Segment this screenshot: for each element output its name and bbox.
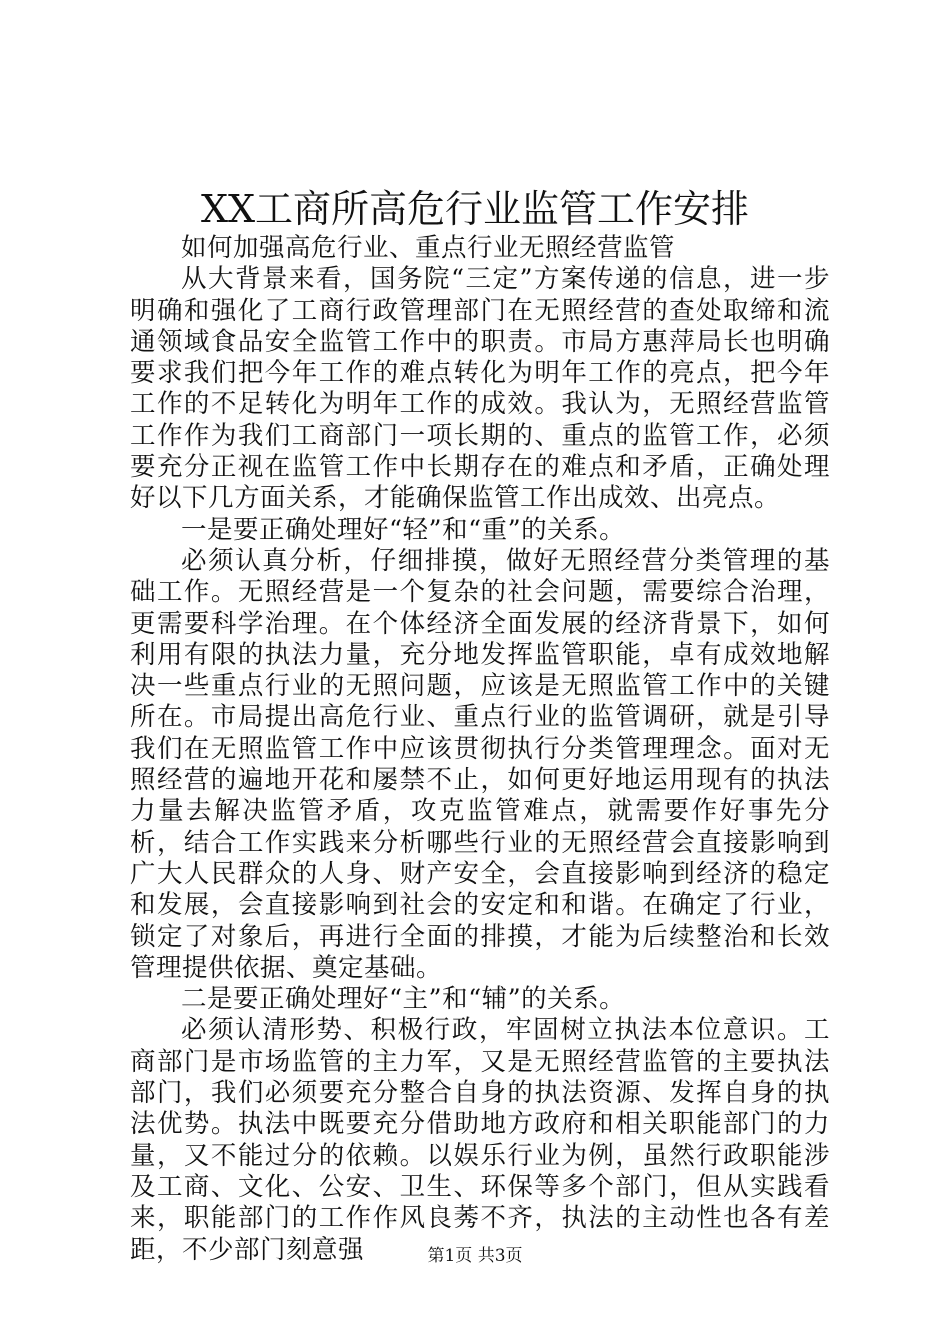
paragraph-heading-2: 二是要正确处理好“主”和“辅”的关系。 <box>181 984 626 1015</box>
document-body <box>130 233 830 1266</box>
page-footer: 第1页 共3页 <box>427 1246 523 1266</box>
paragraph-subtitle: 如何加强高危行业、重点行业无照经营监管 <box>181 233 676 263</box>
paragraph-background: 从大背景来看，国务院“三定”方案传递的信息，进一步明确和强化了工商行政管理部门在无照经营的查处取缔和流通领域食品安全监管工作中的职责。市局方惠萍局长也明确要求我们把今年工作的难点转化为明年工作的亮点，把今年工作的不足转化为明年工作的成效。我认为，无照经营监管工作作为我们工商部门一项长期的、重点的监管工作，必须要充分正视在监管工作中长期存在的难点和矛盾，正确处理好以下几方面关系，才能确保监管工作出成效、出亮点。 <box>130 264 830 514</box>
paragraph-heading-1: 一是要正确处理好“轻”和“重”的关系。 <box>181 514 626 545</box>
paragraph-analysis: 必须认真分析，仔细排摸，做好无照经营分类管理的基础工作。无照经营是一个复杂的社会问题，需要综合治理，更需要科学治理。在个体经济全面发展的经济背景下，如何利用有限的执法力量，充分地发挥监管职能，卓有成效地解决一些重点行业的无照问题，应该是无照监管工作中的关键所在。市局提出高危行业、重点行业的监管调研，就是引导我们在无照监管工作中应该贯彻执行分类管理理念。面对无照经营的遍地开花和屡禁不止，如何更好地运用现有的执法力量去解决监管矛盾，攻克监管难点，就需要作好事先分析，结合工作实践来分析哪些行业的无照经营会直接影响到广大人民群众的人身、财产安全，会直接影响到经济的稳定和发展，会直接影响到社会的安定和和谐。在确定了行业，锁定了对象后，再进行全面的排摸，才能为后续整治和长效管理提供依据、奠定基础。 <box>130 545 830 983</box>
document-title: XX工商所高危行业监管工作安排 <box>200 187 750 231</box>
paragraph-enforcement: 必须认清形势、积极行政，牢固树立执法本位意识。工商部门是市场监管的主力军，又是无照经营监管的主要执法部门，我们必须要充分整合自身的执法资源、发挥自身的执法优势。执法中既要充分借助地方政府和相关职能部门的力量，又不能过分的依赖。以娱乐行业为例，虽然行政职能涉及工商、文化、公安、卫生、环保等多个部门，但从实践看来，职能部门的工作作风良莠不齐，执法的主动性也各有差距，不少部门刻意强 <box>130 1015 830 1265</box>
